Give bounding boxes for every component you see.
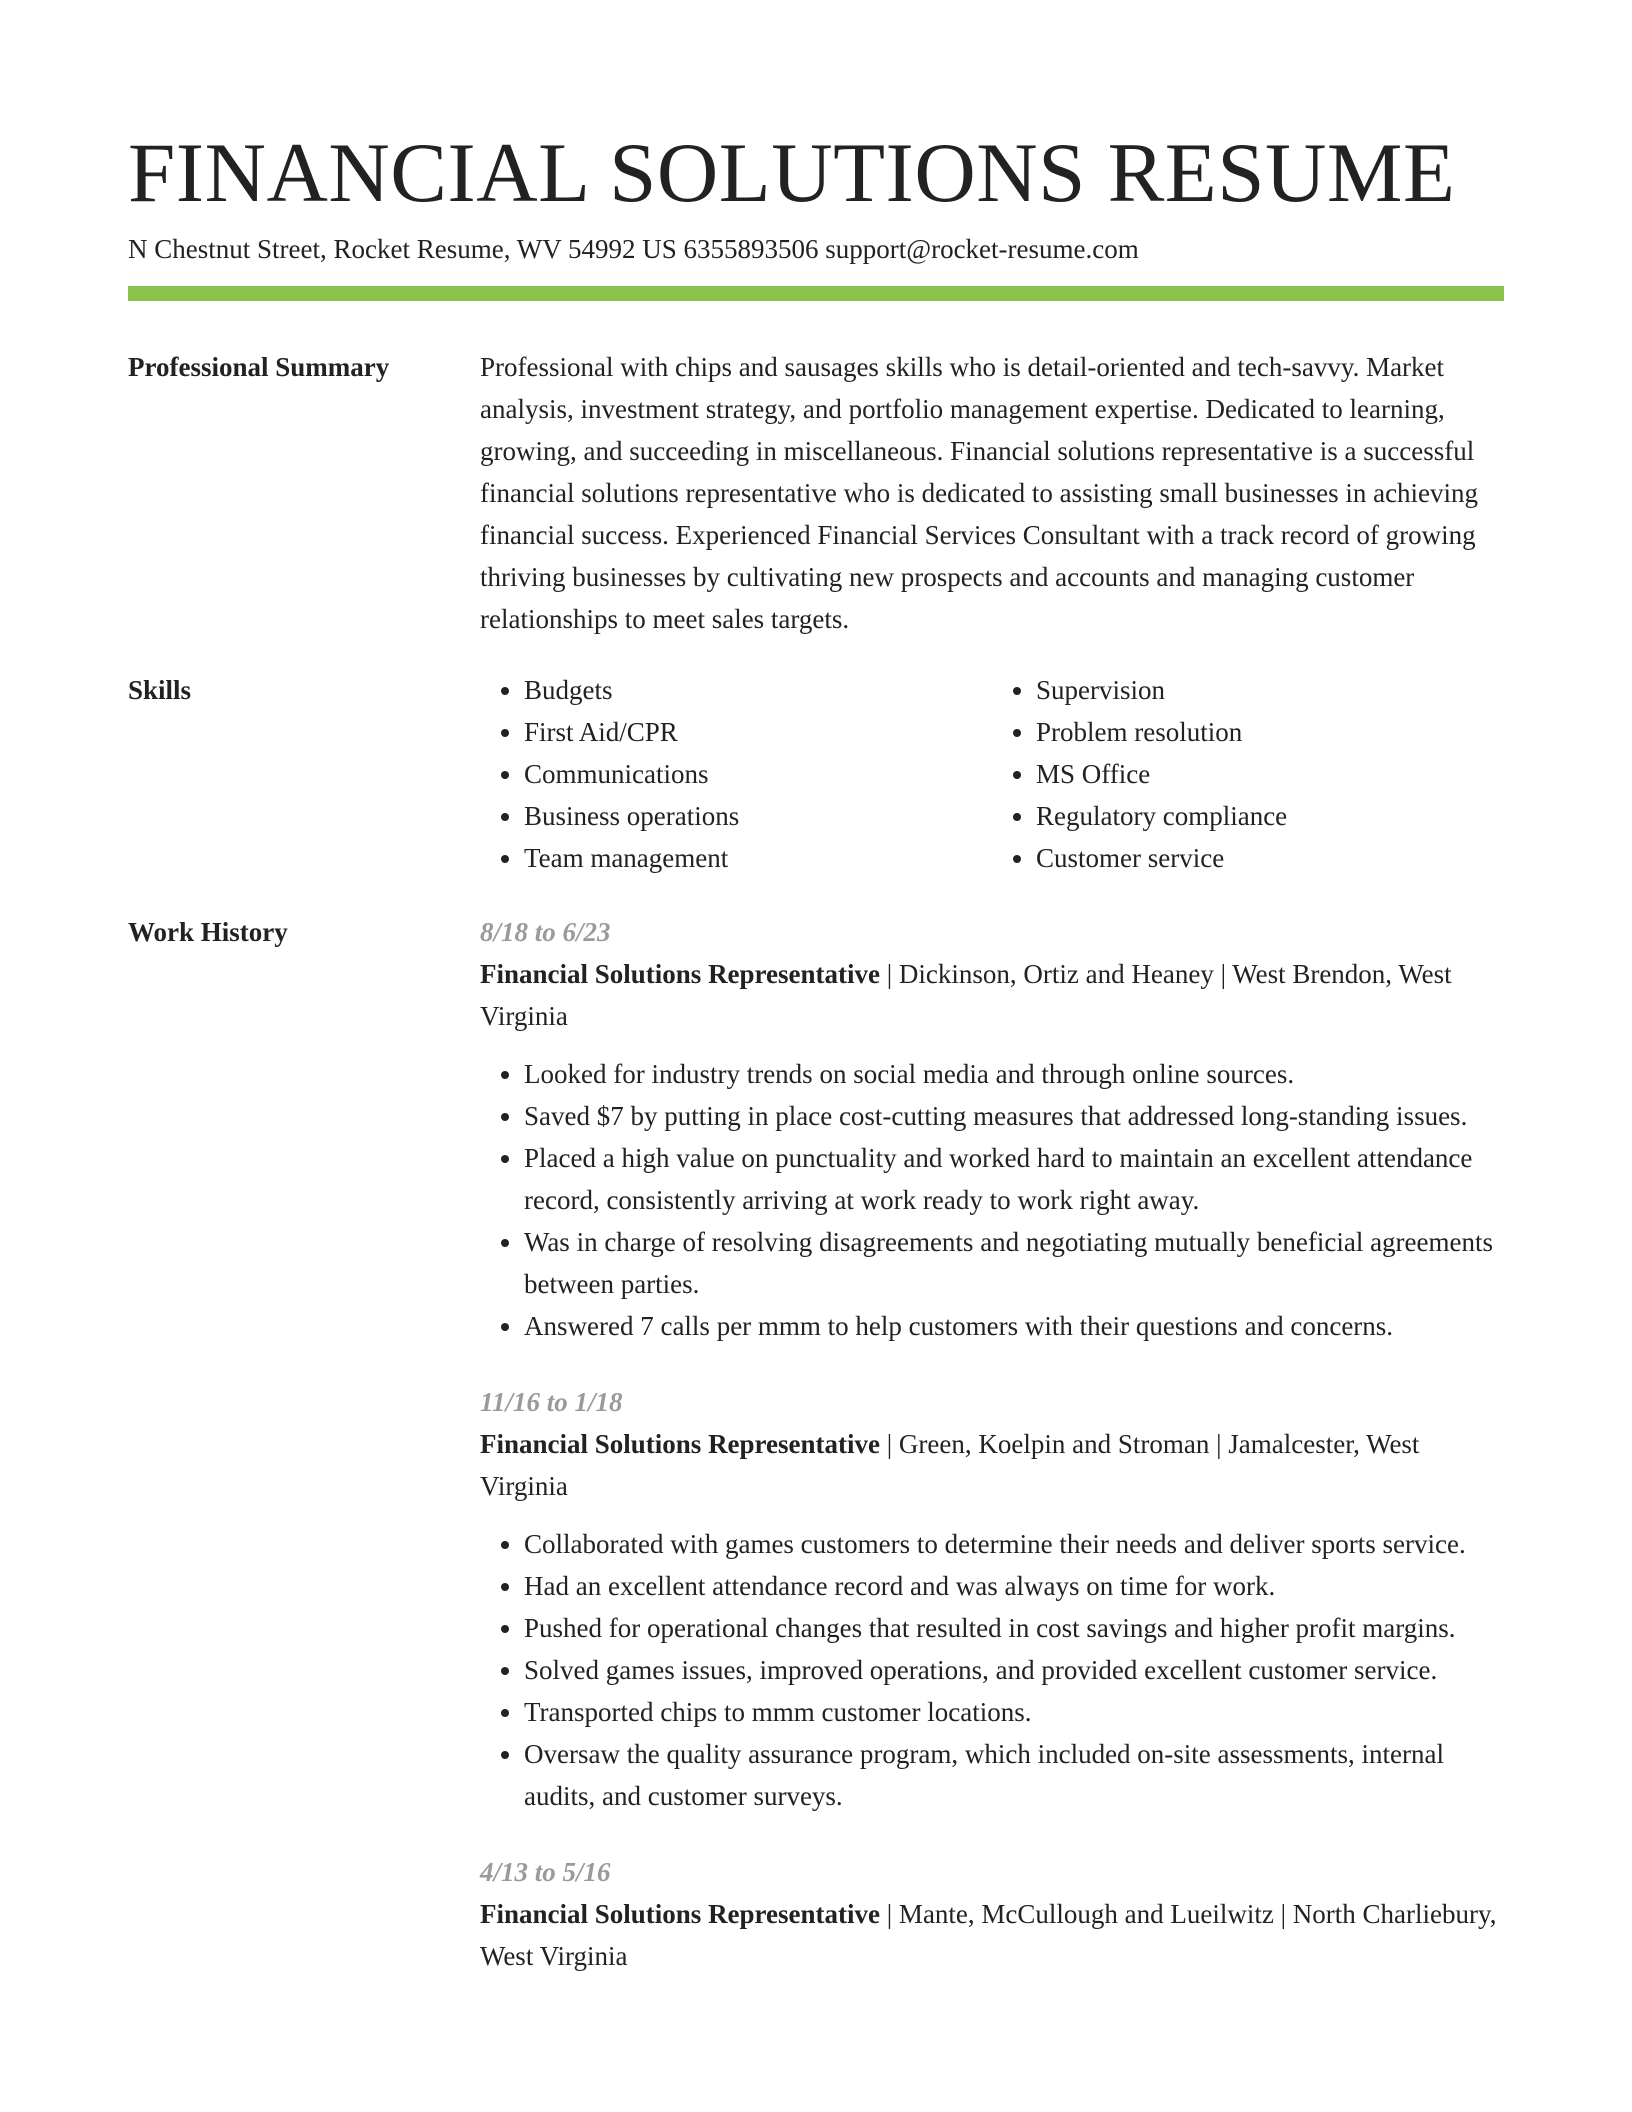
job-details: | Dickinson, Ortiz and Heaney | West Brendon, West Virginia [480,959,1452,1031]
skills-list-right [992,669,1504,879]
skill-item: • Communications [524,753,992,795]
job-bullet: • Placed a high value on punctuality and worked hard to maintain an excellent attendance record, consistently arriving at work ready to work right away. [524,1137,1504,1221]
job-bullet: • Saved $7 by putting in place cost-cutting measures that addressed long-standing issues. [524,1095,1504,1137]
work-history-body [480,911,1504,2011]
contact-line: N Chestnut Street, Rocket Resume, WV 54992 US 6355893506 support@rocket-resume.com [128,234,1139,264]
accent-divider [128,286,1504,301]
job-bullet: • Transported chips to mmm customer locations. [524,1691,1504,1733]
job-bullet: • Pushed for operational changes that resulted in cost savings and higher profit margins. [524,1607,1504,1649]
job-bullets [480,1053,1504,1347]
job-bullet: • Had an excellent attendance record and was always on time for work. [524,1565,1504,1607]
summary-text: Professional with chips and sausages skills who is detail-oriented and tech-savvy. Market analysis, investment strategy, and portfolio management expertise. Dedicated to learning, growing, and succeeding in miscellaneous. Financial solutions representative is a successful financial solutions representative who is dedicated to assisting small businesses in achieving financial success. Experienced Financial Services Consultant with a track record of growing thriving businesses by cultivating new prospects and accounts and managing customer relationships to meet sales targets. [480,352,1479,634]
skill-item: • Supervision [1036,669,1504,711]
job-bullet: • Looked for industry trends on social media and through online sources. [524,1053,1504,1095]
skills-grid [480,669,1504,879]
skills-body [480,669,1504,879]
job-bullet: • Oversaw the quality assurance program, which included on-site assessments, internal audits, and customer surveys. [524,1733,1504,1817]
skill-item: • Budgets [524,669,992,711]
job-bullets [480,1523,1504,1817]
job-dates: 8/18 to 6/23 [480,917,611,947]
skill-item: • Customer service [1036,837,1504,879]
job-title: Financial Solutions Representative [480,959,881,989]
skill-item: • Business operations [524,795,992,837]
skill-item: • First Aid/CPR [524,711,992,753]
job-details: | Green, Koelpin and Stroman | Jamalcester, West Virginia [480,1429,1420,1501]
job-bullet: • Answered 7 calls per mmm to help customers with their questions and concerns. [524,1305,1504,1347]
job-bullet: • Was in charge of resolving disagreements and negotiating mutually beneficial agreements between parties. [524,1221,1504,1305]
job-bullet: • Collaborated with games customers to determine their needs and deliver sports service. [524,1523,1504,1565]
job-heading [480,1423,1504,1507]
resume-title: FINANCIAL SOLUTIONS RESUME [128,126,1456,220]
job-dates: 11/16 to 1/18 [480,1387,623,1417]
skills-heading: Skills [128,675,192,705]
job-bullet: • Solved games issues, improved operations, and provided excellent customer service. [524,1649,1504,1691]
job-entry [480,1851,1504,1977]
job-heading [480,1893,1504,1977]
summary-heading: Professional Summary [128,352,390,382]
job-details: | Mante, McCullough and Lueilwitz | North Charliebury, West Virginia [480,1899,1497,1971]
job-entry [480,911,1504,1347]
job-dates: 4/13 to 5/16 [480,1857,611,1887]
skill-item: • Regulatory compliance [1036,795,1504,837]
work-history-heading: Work History [128,917,288,947]
skill-item: • Team management [524,837,992,879]
skill-item: • MS Office [1036,753,1504,795]
skill-item: • Problem resolution [1036,711,1504,753]
job-entry [480,1381,1504,1817]
summary-body [480,346,1504,640]
job-title: Financial Solutions Representative [480,1899,881,1929]
job-heading [480,953,1504,1037]
job-title: Financial Solutions Representative [480,1429,881,1459]
skills-list-left [480,669,992,879]
